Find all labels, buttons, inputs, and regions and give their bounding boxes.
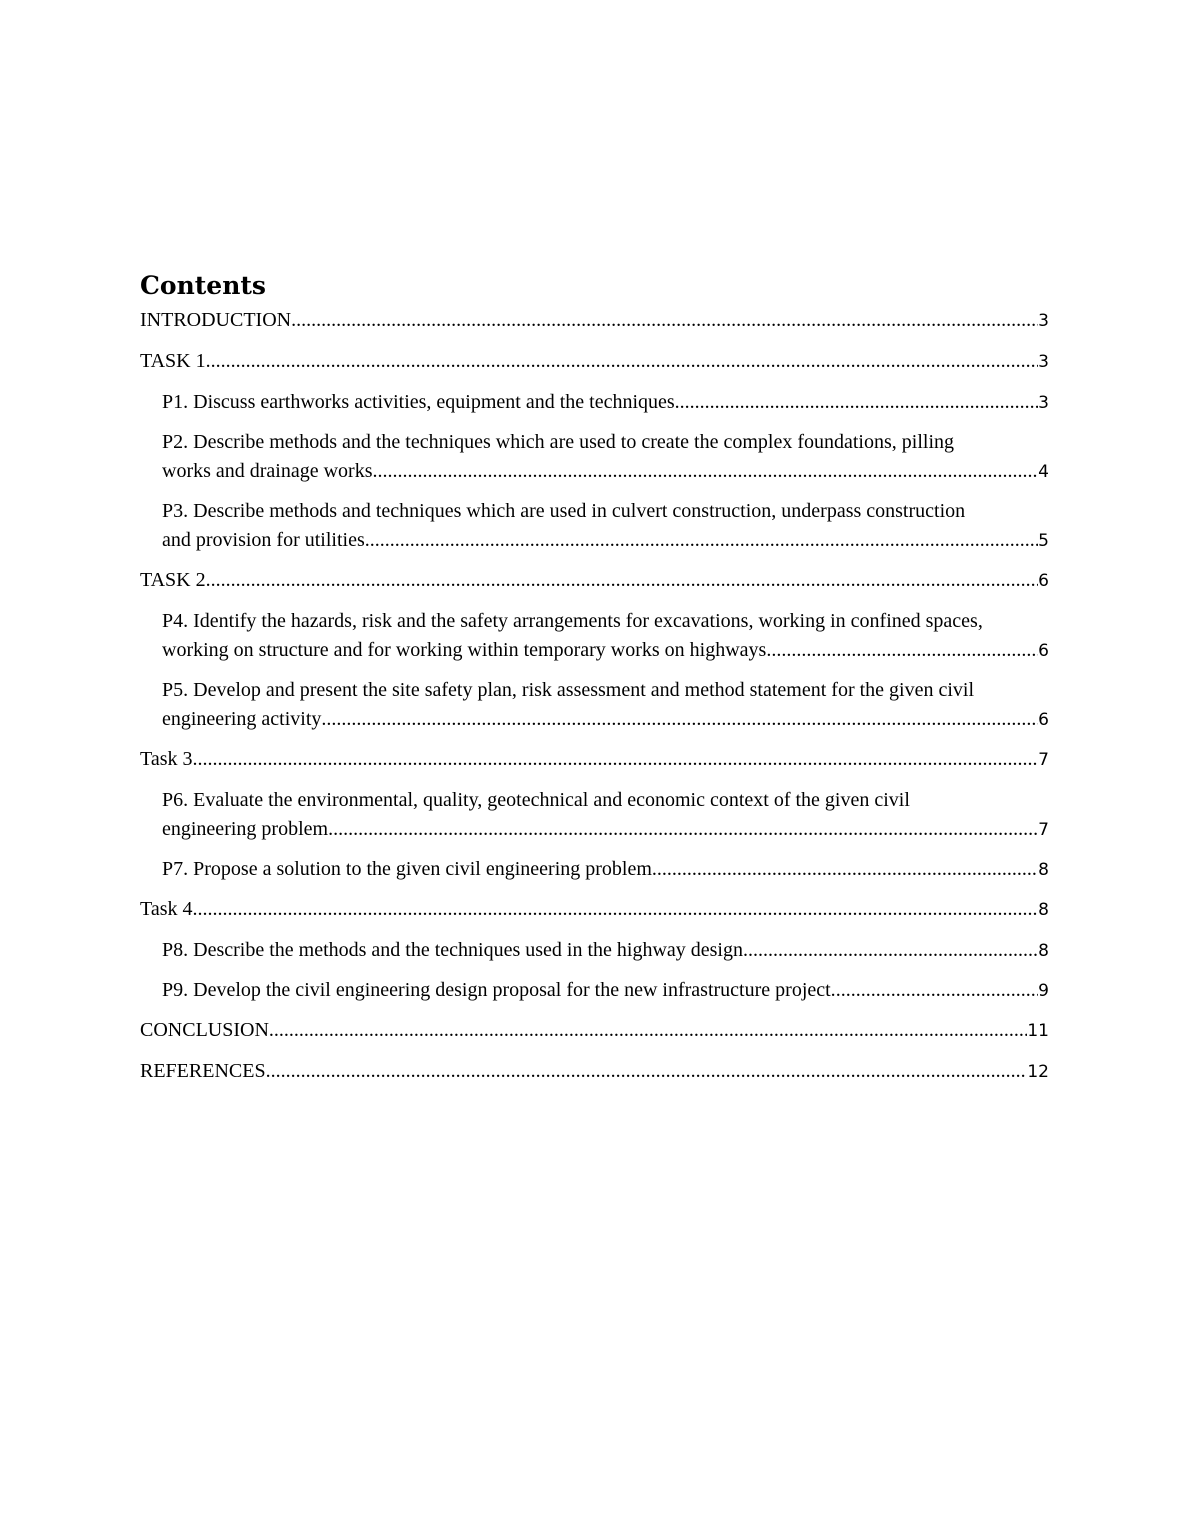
toc-entry[interactable] bbox=[140, 855, 1049, 885]
toc-entry[interactable] bbox=[140, 976, 1049, 1006]
toc-entry[interactable] bbox=[140, 428, 1049, 487]
toc-entry-text: Task 4 bbox=[140, 898, 193, 920]
toc-entry-line bbox=[162, 636, 1049, 666]
toc-entry-text: P9. Develop the civil engineering design proposal for the new infrastructure project. bbox=[162, 979, 836, 1001]
toc-entry-line bbox=[162, 457, 1049, 487]
toc-entry[interactable] bbox=[140, 607, 1049, 666]
toc-page-number: 5 bbox=[1038, 531, 1049, 551]
toc-entry-text: TASK 1 bbox=[140, 350, 206, 372]
toc-entry-text-line: P3. Describe methods and techniques which are used in culvert construction, underpass construction bbox=[162, 500, 966, 522]
toc-entry-line bbox=[162, 388, 1049, 418]
toc-dot-leader bbox=[657, 855, 1038, 884]
toc-dot-leader bbox=[266, 1057, 1028, 1086]
toc-entry-text: engineering problem bbox=[162, 818, 329, 840]
toc-entry-line bbox=[162, 936, 1049, 966]
toc-entry-text: P7. Propose a solution to the given civil engineering problem. bbox=[162, 858, 657, 880]
toc-dot-leader bbox=[836, 976, 1038, 1005]
toc-page-number: 3 bbox=[1038, 311, 1049, 331]
toc-entry-line bbox=[140, 1016, 1049, 1046]
toc-entry[interactable] bbox=[140, 1057, 1049, 1087]
toc-entry-text: CONCLUSION bbox=[140, 1019, 269, 1041]
toc-entry-line bbox=[140, 566, 1049, 596]
toc-page-number: 8 bbox=[1038, 860, 1049, 880]
toc-entry-line bbox=[162, 855, 1049, 885]
toc-entry[interactable] bbox=[140, 566, 1049, 596]
toc-entry-line bbox=[162, 976, 1049, 1006]
toc-page-number: 8 bbox=[1038, 941, 1049, 961]
toc-page-number: 3 bbox=[1038, 352, 1049, 372]
toc-dot-leader bbox=[206, 347, 1039, 376]
toc-entry[interactable] bbox=[140, 1016, 1049, 1046]
toc-dot-leader bbox=[680, 388, 1039, 417]
toc-entry-text: and provision for utilities bbox=[162, 529, 365, 551]
toc-entry-text: REFERENCES bbox=[140, 1060, 266, 1082]
toc-dot-leader bbox=[748, 936, 1038, 965]
toc-entry-text: Task 3 bbox=[140, 748, 193, 770]
toc-page-number: 12 bbox=[1027, 1062, 1049, 1082]
toc-entry-text: TASK 2 bbox=[140, 569, 206, 591]
toc-entry-text-line: P5. Develop and present the site safety plan, risk assessment and method statement for the given civil bbox=[162, 679, 975, 701]
toc-entry-text-line: P2. Describe methods and the techniques which are used to create the complex foundations, pilling bbox=[162, 431, 955, 453]
toc-entry-text-line: P4. Identify the hazards, risk and the safety arrangements for excavations, working in confined spaces, bbox=[162, 610, 983, 632]
toc-entry[interactable] bbox=[140, 388, 1049, 418]
toc-page-number: 6 bbox=[1038, 571, 1049, 591]
toc-page-number: 8 bbox=[1038, 900, 1049, 920]
toc-dot-leader bbox=[291, 306, 1038, 335]
toc-dot-leader bbox=[192, 745, 1038, 774]
toc-dot-leader bbox=[766, 636, 1038, 665]
toc-page-number: 9 bbox=[1038, 981, 1049, 1001]
toc-entry[interactable] bbox=[140, 745, 1049, 775]
toc-title: Contents bbox=[140, 271, 267, 300]
toc-dot-leader bbox=[192, 895, 1038, 924]
toc-entry[interactable] bbox=[140, 306, 1049, 336]
table-of-contents bbox=[140, 268, 1049, 1098]
toc-list bbox=[140, 306, 1049, 1087]
toc-entry-text-line: P6. Evaluate the environmental, quality, geotechnical and economic context of the given civil bbox=[162, 789, 910, 811]
toc-entry-text: engineering activity bbox=[162, 708, 322, 730]
toc-entry-line bbox=[162, 526, 1049, 556]
toc-page-number: 7 bbox=[1038, 750, 1049, 770]
toc-entry[interactable] bbox=[140, 786, 1049, 845]
toc-page-number: 3 bbox=[1038, 393, 1049, 413]
toc-page-number: 6 bbox=[1038, 641, 1049, 661]
toc-entry[interactable] bbox=[140, 676, 1049, 735]
toc-entry[interactable] bbox=[140, 497, 1049, 556]
toc-entry-text: P1. Discuss earthworks activities, equipment and the techniques. bbox=[162, 391, 680, 413]
toc-entry-line bbox=[162, 705, 1049, 735]
toc-entry-text: works and drainage works bbox=[162, 460, 373, 482]
toc-entry[interactable] bbox=[140, 895, 1049, 925]
toc-page-number: 11 bbox=[1027, 1021, 1049, 1041]
toc-entry[interactable] bbox=[140, 936, 1049, 966]
toc-dot-leader bbox=[328, 815, 1038, 844]
toc-entry-line bbox=[140, 306, 1049, 336]
toc-page-number: 6 bbox=[1038, 710, 1049, 730]
toc-entry-line bbox=[162, 815, 1049, 845]
toc-dot-leader bbox=[365, 526, 1038, 555]
toc-dot-leader bbox=[269, 1016, 1027, 1045]
toc-entry-text: working on structure and for working within temporary works on highways bbox=[162, 639, 767, 661]
toc-page-number: 4 bbox=[1038, 462, 1049, 482]
toc-entry-line bbox=[140, 895, 1049, 925]
toc-dot-leader bbox=[373, 457, 1039, 486]
toc-entry-text: INTRODUCTION bbox=[140, 309, 292, 331]
toc-dot-leader bbox=[206, 566, 1039, 595]
toc-entry-line bbox=[140, 1057, 1049, 1087]
toc-entry-text: P8. Describe the methods and the techniques used in the highway design. bbox=[162, 939, 748, 961]
toc-entry-line bbox=[140, 347, 1049, 377]
toc-entry[interactable] bbox=[140, 347, 1049, 377]
toc-entry-line bbox=[140, 745, 1049, 775]
toc-dot-leader bbox=[321, 705, 1038, 734]
toc-page-number: 7 bbox=[1038, 820, 1049, 840]
